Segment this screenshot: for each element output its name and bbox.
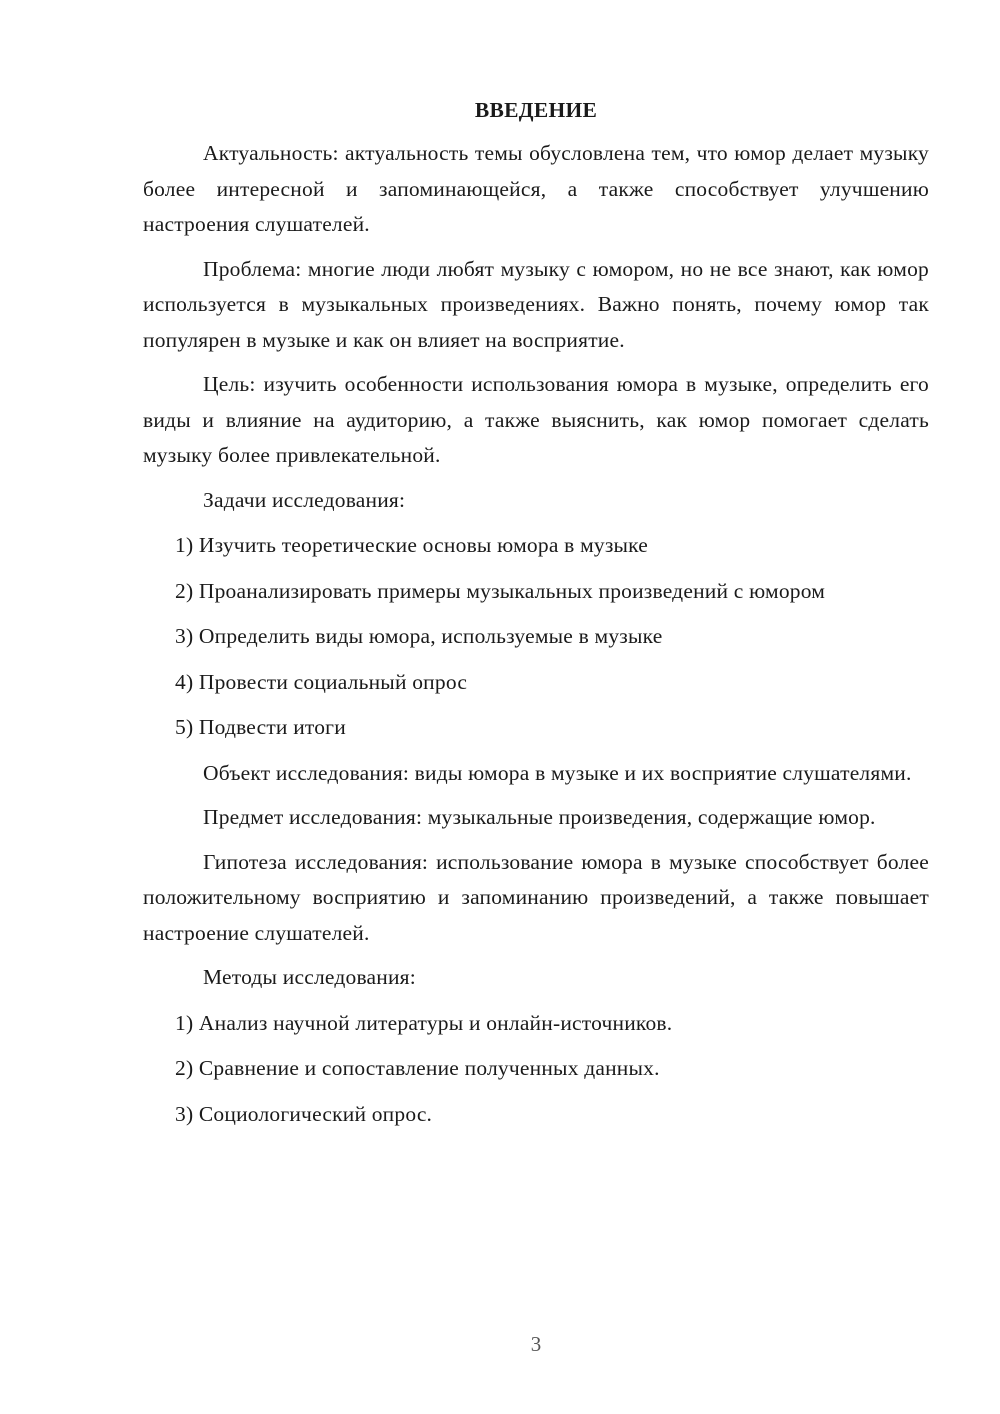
- method-item: 1) Анализ научной литературы и онлайн-источников.: [175, 1010, 673, 1035]
- goal-paragraph: Цель: изучить особенности использования юмора в музыке, определить его виды и влияние на аудиторию, а также выяснить, как юмор помогает сделать музыку более привлекательной.: [143, 372, 929, 467]
- tasks-heading: Задачи исследования:: [203, 487, 406, 512]
- problem-paragraph: Проблема: многие люди любят музыку с юмором, но не все знают, как юмор используется в музыкальных произведениях. Важно понять, почему юмор так популярен в музыке и как он влияет на восприятие.: [143, 256, 929, 352]
- hypothesis-paragraph: Гипотеза исследования: использование юмора в музыке способствует более положительному восприятию и запоминанию произведений, а также повышает настроение слушателей.: [143, 849, 929, 945]
- task-item: 1) Изучить теоретические основы юмора в музыке: [175, 533, 649, 557]
- task-item: 2) Проанализировать примеры музыкальных произведений с юмором: [175, 578, 826, 603]
- object-paragraph: Объект исследования: виды юмора в музыке и их восприятие слушателями.: [203, 760, 912, 785]
- method-item: 3) Социологический опрос.: [175, 1101, 433, 1126]
- method-item: 2) Сравнение и сопоставление полученных данных.: [175, 1056, 660, 1080]
- document-page: [143, 92, 929, 1142]
- task-item: 4) Провести социальный опрос: [175, 669, 468, 694]
- page-title: ВВЕДЕНИЕ: [474, 98, 598, 122]
- subject-paragraph: Предмет исследования: музыкальные произведения, содержащие юмор.: [203, 805, 876, 829]
- task-item: 3) Определить виды юмора, используемые в музыке: [175, 624, 663, 648]
- relevance-paragraph: Актуальность: актуальность темы обусловлена тем, что юмор делает музыку более интересной и запоминающейся, а также способствует улучшению настроения слушателей.: [143, 141, 929, 236]
- task-item: 5) Подвести итоги: [175, 715, 346, 739]
- methods-heading: Методы исследования:: [203, 965, 416, 989]
- page-number: 3: [530, 1332, 542, 1356]
